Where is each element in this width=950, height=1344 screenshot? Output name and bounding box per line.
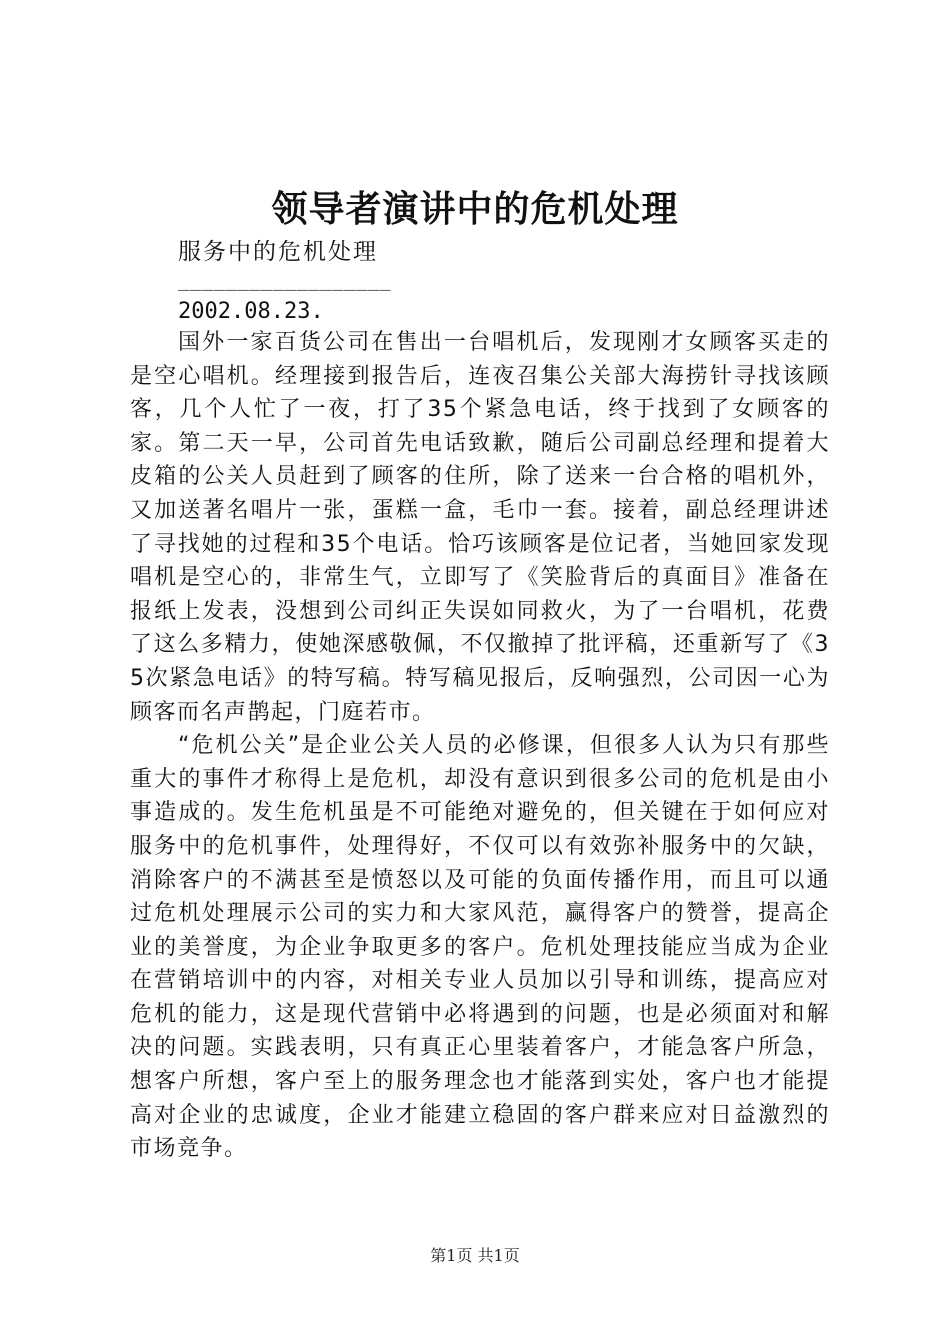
document-title: 领导者演讲中的危机处理 [271, 188, 679, 230]
body-paragraph-1: 国外一家百货公司在售出一台唱机后，发现刚才女顾客买走的是空心唱机。经理接到报告后，连夜召集公关部大海捞针寻找该顾客，几个人忙了一夜，打了35个紧急电话，终于找到了女顾客的家。第二天一早，公司首先电话致歉，随后公司副总经理和提着大皮箱的公关人员赶到了顾客的住所，除了送来一台合格的唱机外，又加送著名唱片一张，蛋糕一盒，毛巾一套。接着，副总经理讲述了寻找她的过程和35个电话。恰巧该顾客是位记者，当她回家发现唱机是空心的，非常生气，立即写了《笑脸背后的真面目》准备在报纸上发表，没想到公司纠正失误如同救火，为了一台唱机，花费了这么多精力，使她深感敬佩，不仅撤掉了批评稿，还重新写了《35次紧急电话》的特写稿。特写稿见报后，反响强烈，公司因一心为顾客而名声鹊起，门庭若市。 [130, 330, 830, 725]
document-date: 2002.08.23. [178, 299, 324, 324]
document-body [130, 326, 830, 1166]
subtitle-divider: __________________ [178, 269, 392, 291]
page-footer: 第1页 共1页 [430, 1246, 520, 1265]
document-subtitle: 服务中的危机处理 [178, 239, 378, 265]
body-paragraph-2: “危机公关”是企业公关人员的必修课，但很多人认为只有那些重大的事件才称得上是危机，却没有意识到很多公司的危机是由小事造成的。发生危机虽是不可能绝对避免的，但关键在于如何应对服务中的危机事件，处理得好，不仅可以有效弥补服务中的欠缺，消除客户的不满甚至是愤怒以及可能的负面传播作用，而且可以通过危机处理展示公司的实力和大家风范，赢得客户的赞誉，提高企业的美誉度，为企业争取更多的客户。危机处理技能应当成为企业在营销培训中的内容，对相关专业人员加以引导和训练，提高应对危机的能力，这是现代营销中必将遇到的问题，也是必须面对和解决的问题。实践表明，只有真正心里装着客户，才能急客户所急，想客户所想，客户至上的服务理念也才能落到实处，客户也才能提高对企业的忠诚度，企业才能建立稳固的客户群来应对日益激烈的市场竞争。 [130, 733, 830, 1162]
